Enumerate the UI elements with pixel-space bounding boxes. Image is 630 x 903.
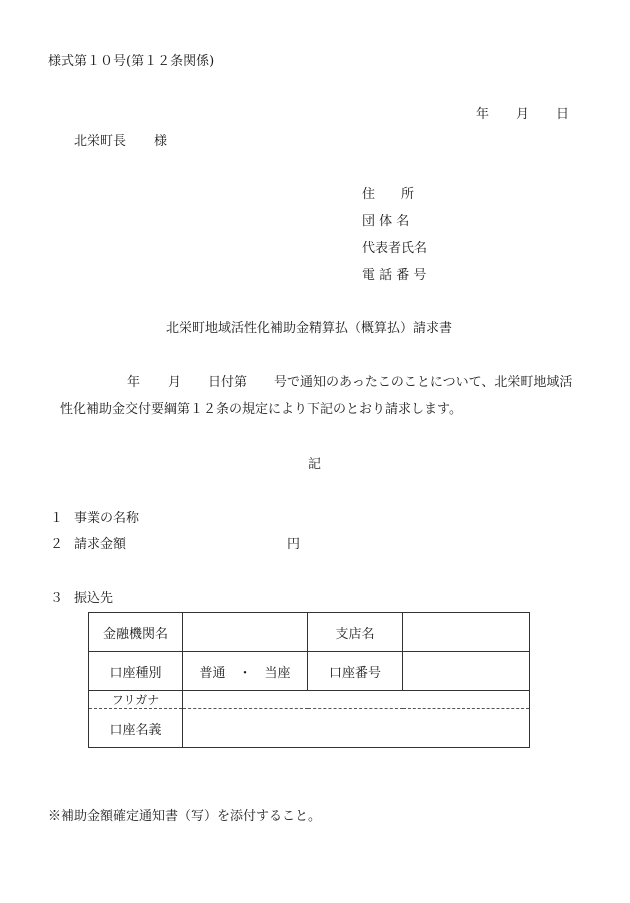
item3-number: ３ [50,591,64,606]
addressee-honorific: 様 [154,134,168,149]
account-type-value[interactable]: 普通 ・ 当座 [183,652,308,691]
bank-table [88,612,530,748]
item2-label: 請求金額 [74,537,127,552]
field-representative: 代表者氏名 [362,241,428,256]
item2-number: ２ [50,537,64,552]
ki-heading: 記 [308,457,322,472]
document-title: 北栄町地域活性化補助金精算払（概算払）請求書 [166,321,453,336]
furigana-label: フリガナ [89,691,183,709]
form-number: 様式第１０号(第１２条関係) [48,54,215,69]
body-number: 号で通知のあったこのことについて、北栄町地域活 [274,375,573,390]
body-month: 月 [168,375,182,390]
account-number-field[interactable] [403,652,530,691]
account-number-label: 口座番号 [308,652,403,691]
field-address: 住 所 [362,187,415,202]
bank-name-label: 金融機関名 [89,613,183,652]
account-holder-field[interactable] [183,709,530,748]
field-group-name: 団 体 名 [362,214,410,229]
body-line2: 性化補助金交付要綱第１２条の規定により下記のとおり請求します。 [60,402,462,417]
date-day: 日 [556,107,570,122]
attachment-note: ※補助金額確定通知書（写）を添付すること。 [48,809,322,824]
field-phone: 電 話 番 号 [362,268,427,283]
furigana-field[interactable] [183,691,530,709]
body-dated: 日付第 [208,375,248,390]
item1-label: 事業の名称 [74,511,140,526]
bank-name-field[interactable] [183,613,308,652]
account-holder-label: 口座名義 [89,709,183,748]
branch-field[interactable] [403,613,530,652]
item2-unit: 円 [287,537,301,552]
item3-label: 振込先 [74,591,114,606]
date-year: 年 [476,107,490,122]
account-type-label: 口座種別 [89,652,183,691]
date-month: 月 [516,107,530,122]
addressee-name: 北栄町長 [74,134,127,149]
body-year: 年 [127,375,141,390]
branch-label: 支店名 [308,613,403,652]
item1-number: １ [50,511,64,526]
